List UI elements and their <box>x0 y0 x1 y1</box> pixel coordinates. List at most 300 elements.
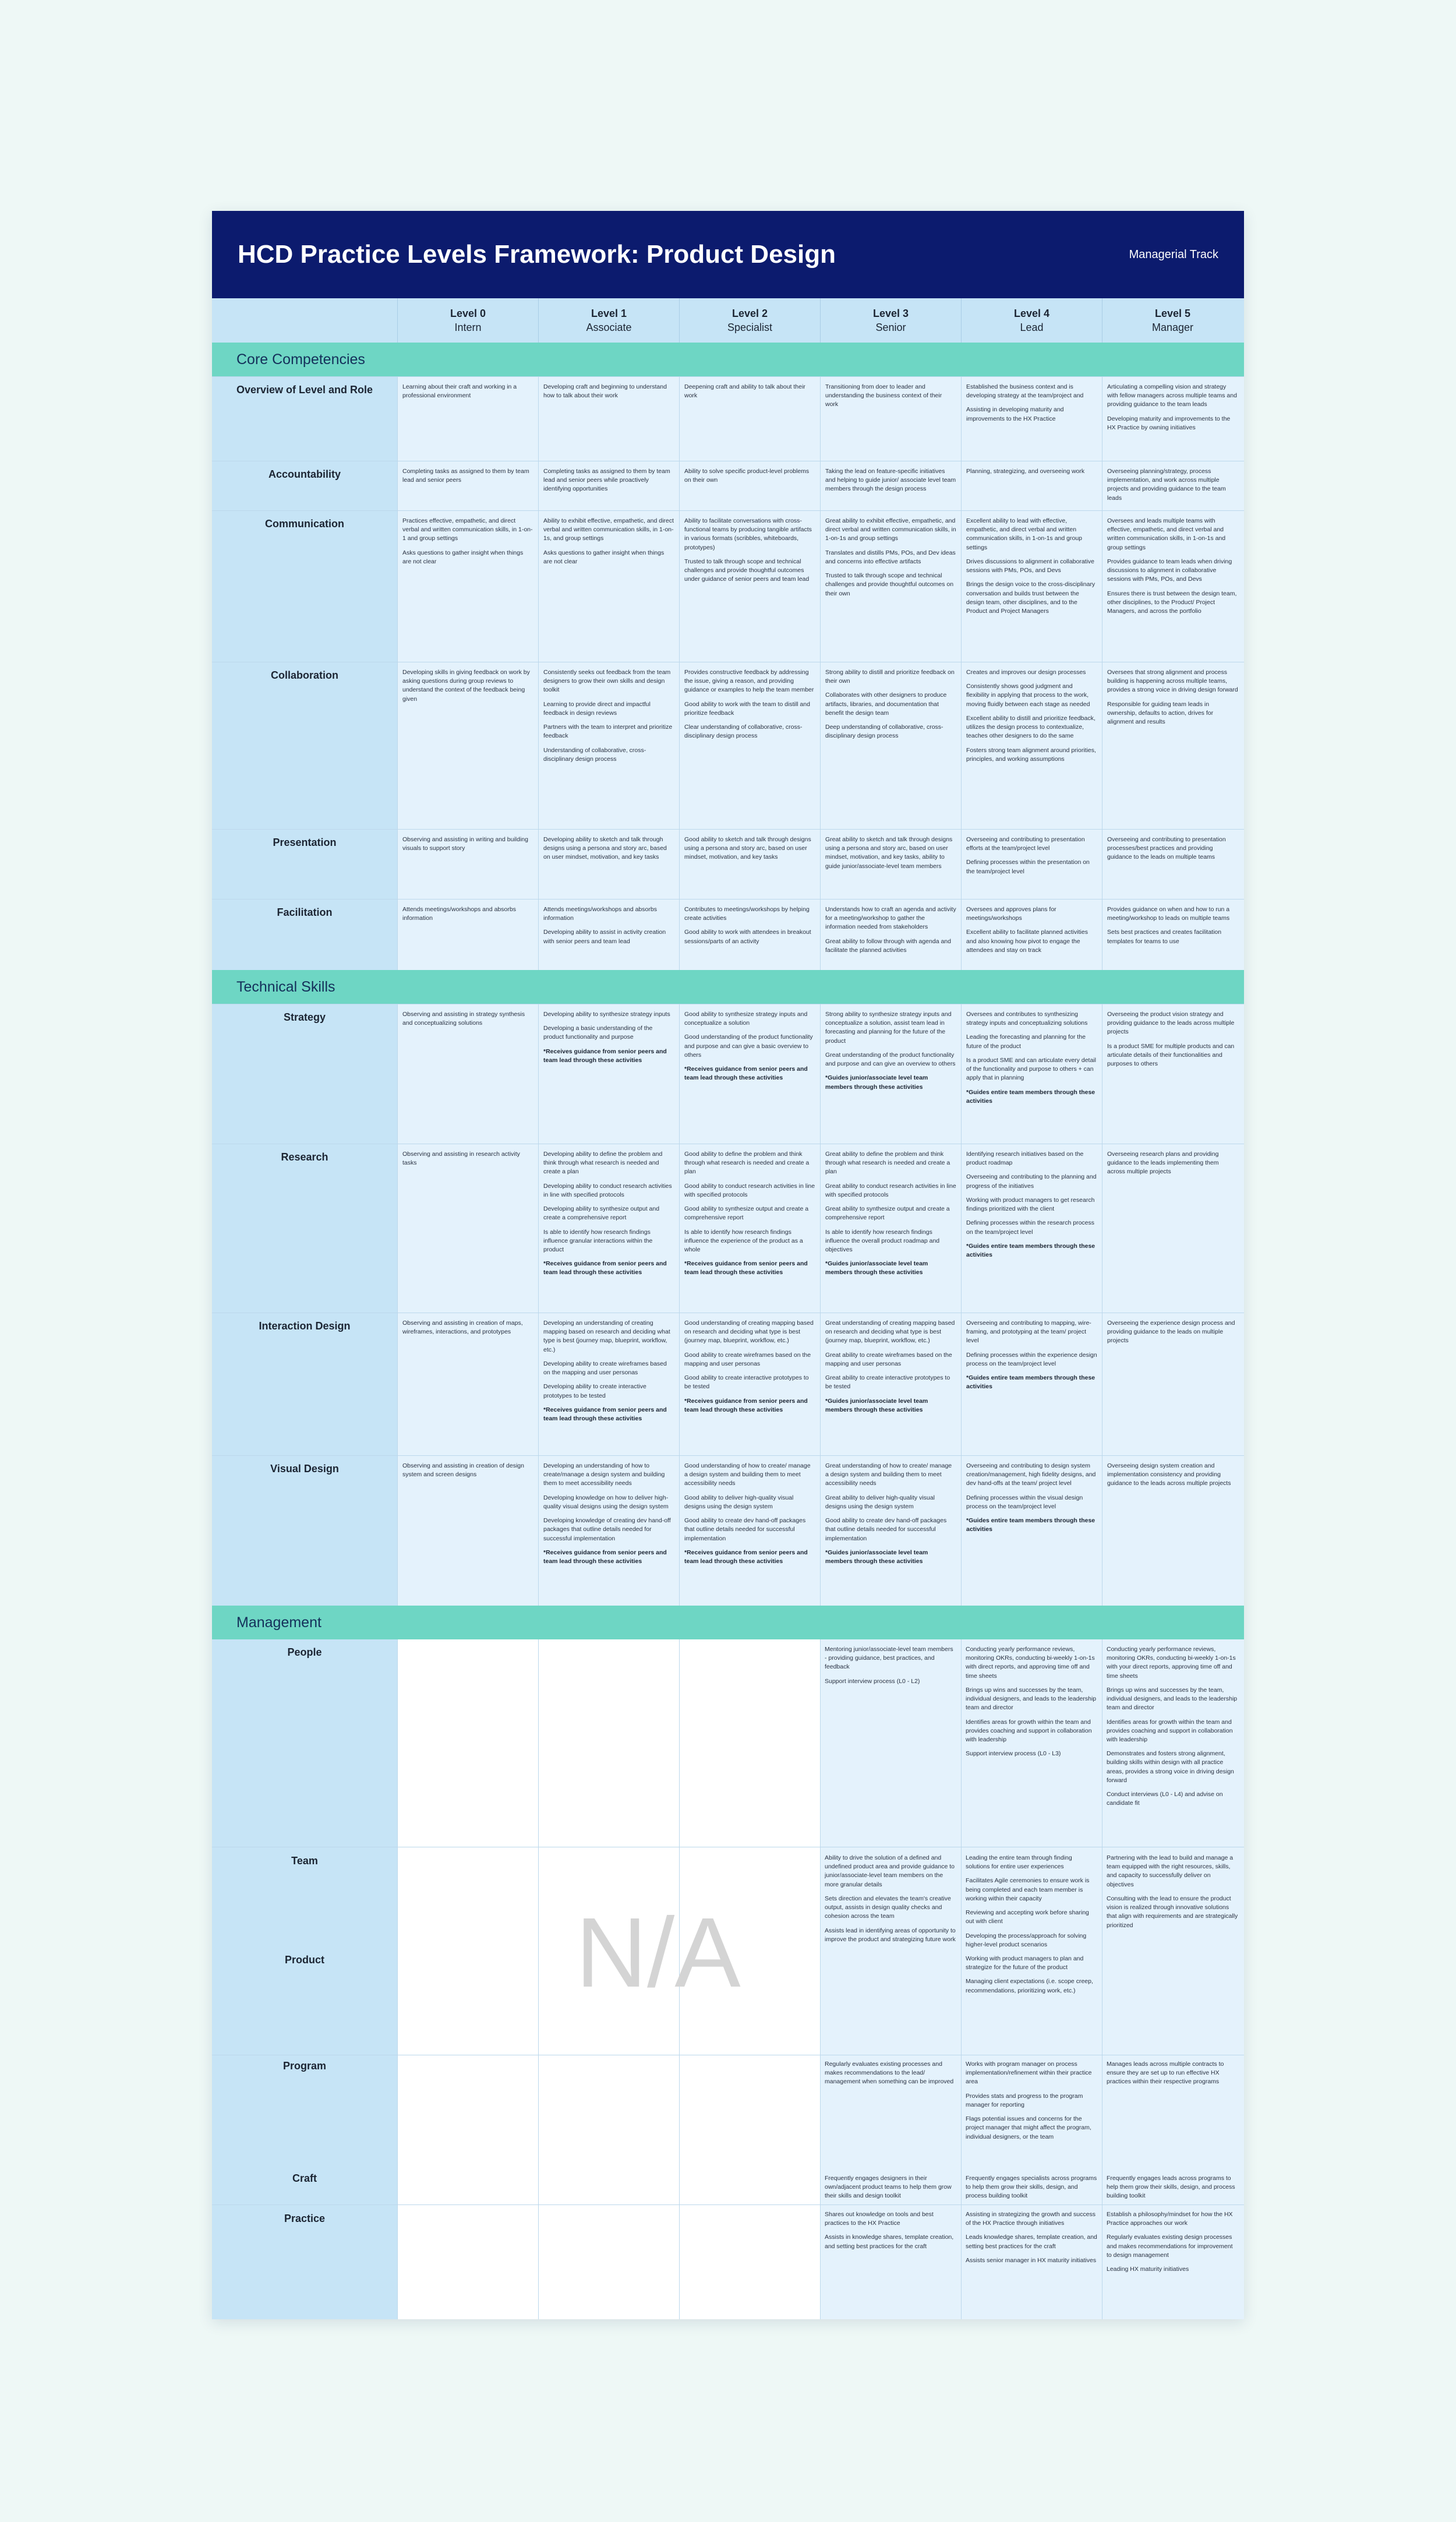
cell-text: Great ability to deliver high-quality visual designs using the design system <box>825 1494 936 1510</box>
cell-text: Good understanding of creating mapping based on research and deciding what type is best (journey map, blueprint, workflow, etc.) <box>684 1320 815 1345</box>
level-header-row <box>212 298 1244 343</box>
competency-label: Facilitation <box>212 900 397 970</box>
level-cell-5 <box>1102 511 1243 662</box>
level-cell-2 <box>679 900 820 970</box>
level-cell-2 <box>679 830 820 899</box>
cell-text: Developing an understanding of creating mapping based on research and deciding what type is best (journey map, blueprint, workflow, etc.) <box>543 1320 672 1353</box>
level-cell-3 <box>820 1456 961 1606</box>
cell-text: Assists in knowledge shares, template creation, and setting best practices for the craft <box>825 2234 954 2250</box>
cell-text: *Receives guidance from senior peers and team lead through these activities <box>684 1066 810 1082</box>
cell-text: *Receives guidance from senior peers and team lead through these activities <box>543 1406 669 1422</box>
cell-text: Manages leads across multiple contracts to ensure they are set up to run effective HX practices within their respective programs <box>1107 2061 1224 2086</box>
cell-text: Is a product SME and can articulate every detail of the functionality and purpose to others + can apply that in planning <box>966 1056 1098 1082</box>
cell-text: Developing ability to conduct research activities in line with specified protocols <box>543 1182 674 1198</box>
cell-text: Assisting in strategizing the growth and success of the HX Practice through initiatives <box>966 2211 1095 2227</box>
cell-text: Developing a basic understanding of the product functionality and purpose <box>543 1025 655 1041</box>
level-number: Level 5 <box>1154 307 1191 319</box>
cell-text: Consistently shows good judgment and flexibility in applying that process to the work, moving fluidly between each stage as needed <box>966 683 1091 708</box>
level-header-1 <box>538 298 679 343</box>
cell-text: Support interview process (L0 - L2) <box>825 1677 920 1685</box>
page-title: HCD Practice Levels Framework: Product Design <box>238 240 836 269</box>
management-label-column <box>212 1639 397 2319</box>
cell-text: Clear understanding of collaborative, cross-disciplinary design process <box>684 724 803 740</box>
level-cell-2 <box>679 1313 820 1455</box>
cell-text: Is a product SME for multiple products and can articulate details of their functionalities and purposes to others <box>1107 1042 1236 1068</box>
cell-text: Great ability to create wireframes based on the mapping and user personas <box>825 1351 954 1367</box>
level-number: Level 0 <box>450 307 486 319</box>
cell-text: Consistently seeks out feedback from the team designers to grow their own skills and design toolkit <box>543 669 673 694</box>
level-cell-5 <box>1102 900 1243 970</box>
cell-text: Works with program manager on process implementation/refinement within their practice area <box>966 2061 1092 2086</box>
competency-label: Presentation <box>212 830 397 899</box>
cell-text: *Guides entire team members through these activities <box>966 1088 1097 1105</box>
management-cell-program-1 <box>966 2060 1097 2147</box>
competency-row-accountability <box>212 461 1244 510</box>
level-header-2 <box>679 298 820 343</box>
cell-text: Defining processes within the experience design process on the team/project level <box>966 1351 1099 1367</box>
cell-text: Developing ability to synthesize strategy inputs <box>543 1011 670 1018</box>
cell-text: Managing client expectations (i.e. scope creep, recommendations, prioritizing work, etc.) <box>966 1978 1093 1994</box>
management-cell-team-product-0 <box>825 1854 956 1949</box>
row-label-people: People <box>287 1646 322 1658</box>
level-cell-3 <box>820 1313 961 1455</box>
cell-text: Excellent ability to lead with effective, empathetic, and direct verbal and written communication skills, in 1-on-1s and group settings <box>966 517 1084 551</box>
cell-text: Observing and assisting in research activity tasks <box>402 1151 522 1167</box>
competency-label: Communication <box>212 511 397 662</box>
cell-text: Partnering with the lead to build and manage a team equipped with the right resources, skills, and capacity to successfully deliver on objectives <box>1107 1854 1234 1888</box>
cell-text: Great ability to synthesize output and create a comprehensive report <box>825 1205 952 1222</box>
cell-text: Established the business context and is developing strategy at the team/project and <box>966 383 1084 400</box>
level-cell-2 <box>679 511 820 662</box>
cell-text: Collaborates with other designers to produce artifacts, libraries, and documentation that benefit the design team <box>825 692 949 717</box>
level-header-3 <box>820 298 961 343</box>
track-label: Managerial Track <box>1129 248 1218 261</box>
level-cell-1 <box>538 1144 679 1313</box>
section-band-core-competencies: Core Competencies <box>212 343 1244 376</box>
competency-row-strategy <box>212 1004 1244 1144</box>
cell-text: Shares out knowledge on tools and best practices to the HX Practice <box>825 2211 934 2227</box>
management-cell-practice-2 <box>1107 2210 1238 2279</box>
cell-text: Brings up wins and successes by the team, individual designers, and leads to the leadership team and director <box>1107 1686 1238 1712</box>
cell-text: Overseeing research plans and providing guidance to the leads implementing them across multiple projects <box>1107 1151 1221 1176</box>
cell-text: Great understanding of creating mapping based on research and deciding what type is best (journey map, blueprint, workflow, etc.) <box>825 1320 957 1345</box>
level-cell-1 <box>538 511 679 662</box>
level-cell-1 <box>538 830 679 899</box>
cell-text: Overseeing the product vision strategy and providing guidance to the leads across multiple projects <box>1107 1011 1236 1036</box>
level-cell-1 <box>538 1313 679 1455</box>
cell-text: Conducting yearly performance reviews, monitoring OKRs, conducting bi-weekly 1-on-1s with your direct reports, approving time off and time sheets <box>1107 1646 1236 1680</box>
cell-text: Flags potential issues and concerns for the project manager that might affect the program, individual designers, or the team <box>966 2115 1091 2140</box>
cell-text: Learning to provide direct and impactful feedback in design reviews <box>543 700 652 717</box>
cell-text: Great ability to follow through with agenda and facilitate the planned activities <box>825 937 953 954</box>
cell-text: Working with product managers to get research findings prioritized with the client <box>966 1196 1097 1213</box>
level-cell-0 <box>397 1144 538 1313</box>
level-name: Intern <box>454 322 482 333</box>
cell-text: Good ability to work with attendees in breakout sessions/parts of an activity <box>684 929 813 945</box>
competency-label: Accountability <box>212 461 397 510</box>
cell-text: Conduct interviews (L0 - L4) and advise on candidate fit <box>1107 1791 1223 1807</box>
cell-text: Strong ability to distill and prioritize feedback on their own <box>825 669 956 685</box>
cell-text: Great ability to create interactive prototypes to be tested <box>825 1374 952 1391</box>
cell-text: Ability to solve specific product-level problems on their own <box>684 468 811 484</box>
cell-text: Conducting yearly performance reviews, monitoring OKRs, conducting bi-weekly 1-on-1s with direct reports, and approving time off and time sheets <box>966 1646 1095 1680</box>
cell-text: Ability to exhibit effective, empathetic, and direct verbal and written communication skills, in 1-on-1s, and group settings <box>543 517 676 542</box>
level-cell-4 <box>961 900 1102 970</box>
level-cell-2 <box>679 1144 820 1313</box>
row-label-practice: Practice <box>284 2213 326 2224</box>
cell-text: Provides constructive feedback by addressing the issue, giving a reason, and providing guidance or examples to help the team member <box>684 669 814 694</box>
cell-text: Is able to identify how research findings influence the experience of the product as a whole <box>684 1228 805 1253</box>
level-cell-0 <box>397 1313 538 1455</box>
header-banner <box>212 211 1244 298</box>
cell-text: *Receives guidance from senior peers and team lead through these activities <box>543 1260 669 1276</box>
cell-text: Overseeing and contributing to design system creation/management, high fidelity designs, and dev hand-offs at the team/ project level <box>966 1462 1098 1487</box>
level-cell-1 <box>538 1456 679 1606</box>
competency-row-overview-of-level-and-role <box>212 376 1244 461</box>
level-cell-5 <box>1102 1004 1243 1144</box>
cell-text: Great understanding of the product functionality and purpose and can give an overview to others <box>825 1051 956 1068</box>
cell-text: Sets best practices and creates facilitation templates for teams to use <box>1107 929 1224 945</box>
cell-text: Ability to facilitate conversations with cross-functional teams by producing tangible artifacts in various formats (scribbles, whiteboards, prototypes) <box>684 517 814 551</box>
cell-text: Frequently engages designers in their own/adjacent product teams to help them grow their skills and design toolkit <box>825 2175 952 2200</box>
level-header-0 <box>397 298 538 343</box>
cell-text: Great understanding of how to create/ manage a design system and building them to meet accessibility needs <box>825 1462 954 1487</box>
cell-text: Mentoring junior/associate-level team members - providing guidance, best practices, and feedback <box>825 1646 953 1671</box>
level-cell-4 <box>961 1144 1102 1313</box>
level-cell-2 <box>679 377 820 461</box>
cell-text: Good ability to conduct research activities in line with specified protocols <box>684 1182 817 1198</box>
cell-text: Developing the process/approach for solving higher-level product scenarios <box>966 1932 1087 1948</box>
cell-text: Provides stats and progress to the program manager for reporting <box>966 2092 1083 2108</box>
cell-text: *Receives guidance from senior peers and team lead through these activities <box>684 1260 810 1276</box>
cell-text: Good ability to deliver high-quality visual designs using the design system <box>684 1494 796 1510</box>
level-header-4 <box>961 298 1102 343</box>
cell-text: Responsible for guiding team leads in ownership, defaults to action, drives for alignment and results <box>1107 700 1215 726</box>
level-cell-2 <box>679 1456 820 1606</box>
cell-text: Overseeing planning/strategy, process implementation, and work across multiple projects and providing guidance to the team leads <box>1107 468 1228 502</box>
cell-text: Observing and assisting in strategy synthesis and conceptualizing solutions <box>402 1011 527 1027</box>
competency-label: Strategy <box>212 1004 397 1144</box>
cell-text: Identifying research initiatives based on the product roadmap <box>966 1151 1086 1167</box>
level-cell-1 <box>538 461 679 510</box>
cell-text: Establish a philosophy/mindset for how the HX Practice approaches our work <box>1107 2211 1233 2227</box>
level-cell-3 <box>820 377 961 461</box>
cell-text: Developing skills in giving feedback on work by asking questions during group reviews to understand the context of the feedback being given <box>402 669 532 703</box>
cell-text: Ensures there is trust between the design team, other disciplines, to the Product/ Project Managers, and across the portfolio <box>1107 590 1239 615</box>
cell-text: Good ability to synthesize output and create a comprehensive report <box>684 1205 810 1222</box>
level-cell-5 <box>1102 461 1243 510</box>
level-cell-5 <box>1102 1144 1243 1313</box>
level-header-5 <box>1102 298 1243 343</box>
management-cell-people-0 <box>825 1645 956 1691</box>
cell-text: Completing tasks as assigned to them by team lead and senior peers <box>402 468 531 484</box>
cell-text: Learning about their craft and working in a professional environment <box>402 383 519 400</box>
cell-text: *Guides junior/associate level team members through these activities <box>825 1260 930 1276</box>
cell-text: Observing and assisting in writing and building visuals to support story <box>402 836 530 852</box>
cell-text: Overseeing the experience design process and providing guidance to the leads on multiple projects <box>1107 1320 1237 1345</box>
competency-label: Research <box>212 1144 397 1313</box>
cell-text: Developing ability to sketch and talk through designs using a persona and story arc, based on user mindset, motivation, and key tasks <box>543 836 669 861</box>
cell-text: Taking the lead on feature-specific initiatives and helping to guide junior/ associate level team members through the design process <box>825 468 958 493</box>
level-name: Manager <box>1151 322 1194 333</box>
cell-text: Good ability to create wireframes based on the mapping and user personas <box>684 1351 813 1367</box>
cell-text: Sets direction and elevates the team's creative output, assists in design quality checks and cohesion across the team <box>825 1895 951 1920</box>
cell-text: Developing ability to create wireframes based on the mapping and user personas <box>543 1360 669 1377</box>
cell-text: Translates and distills PMs, POs, and Dev ideas and concerns into effective artifacts <box>825 549 957 565</box>
cell-text: Leading the entire team through finding solutions for entire user experiences <box>966 1854 1072 1871</box>
cell-text: *Receives guidance from senior peers and team lead through these activities <box>543 1047 669 1064</box>
management-cell-people-1 <box>966 1645 1097 1763</box>
level-cell-0 <box>397 1004 538 1144</box>
level-number: Level 4 <box>1013 307 1050 319</box>
cell-text: Attends meetings/workshops and absorbs information <box>402 906 518 922</box>
cell-text: Good ability to create dev hand-off packages that outline details needed for successful implementation <box>684 1517 808 1542</box>
cell-text: Trusted to talk through scope and technical challenges and provide thoughtful outcomes on their own <box>825 572 955 597</box>
cell-text: Asks questions to gather insight when things are not clear <box>543 549 666 565</box>
competency-label: Collaboration <box>212 662 397 829</box>
management-cell-team-product-1 <box>966 1854 1097 2001</box>
cell-text: Good ability to work with the team to distill and prioritize feedback <box>684 700 812 717</box>
cell-text: Practices effective, empathetic, and direct verbal and written communication skills, in 1-on-1 and group settings <box>402 517 533 542</box>
level-cell-0 <box>397 377 538 461</box>
row-label-craft: Craft <box>292 2172 317 2184</box>
row-label-team: Team <box>291 1855 318 1867</box>
level-cell-5 <box>1102 1456 1243 1606</box>
cell-text: *Receives guidance from senior peers and team lead through these activities <box>684 1549 810 1565</box>
level-cell-3 <box>820 662 961 829</box>
cell-text: Overseeing and contributing to presentation efforts at the team/project level <box>966 836 1087 852</box>
cell-text: Developing ability to synthesize output and create a comprehensive report <box>543 1205 661 1222</box>
level-cell-4 <box>961 1313 1102 1455</box>
cell-text: Overseeing and contributing to presentation processes/best practices and providing guidance to the leads on multiple teams <box>1107 836 1228 861</box>
cell-text: Developing an understanding of how to create/manage a design system and building them to meet accessibility needs <box>543 1462 667 1487</box>
cell-text: Drives discussions to alignment in collaborative sessions with PMs, POs, and Devs <box>966 558 1096 574</box>
cell-text: Oversees and leads multiple teams with effective, empathetic, and direct verbal and written communication skills, in 1-on-1s and group settings <box>1107 517 1228 551</box>
cell-text: Good understanding of the product functionality and purpose and can give a basic overview to others <box>684 1034 815 1059</box>
level-name: Senior <box>875 322 906 333</box>
cell-text: Reviewing and accepting work before sharing out with client <box>966 1909 1089 1925</box>
level-cell-4 <box>961 511 1102 662</box>
cell-text: *Receives guidance from senior peers and team lead through these activities <box>684 1397 810 1413</box>
cell-text: Demonstrates and fosters strong alignment, building skills within design with all practice areas, provides a strong voice in driving design forward <box>1107 1750 1234 1784</box>
cell-text: Transitioning from doer to leader and understanding the business context of their work <box>825 383 944 408</box>
cell-text: Developing knowledge of creating dev hand-off packages that outline details needed for successful implementation <box>543 1517 673 1542</box>
cell-text: Ability to drive the solution of a defined and undefined product area and provide guidance to junior/associate-level team members on the more granular details <box>825 1854 955 1888</box>
cell-text: Frequently engages specialists across programs to help them grow their skills, design, and process building toolkit <box>966 2175 1097 2200</box>
cell-text: Regularly evaluates existing processes and makes recommendations to the lead/ management when something can be improved <box>825 2061 954 2086</box>
cell-text: Strong ability to synthesize strategy inputs and conceptualize a solution, assist team lead in forecasting and planning for the future of the product <box>825 1011 953 1045</box>
cell-text: Understands how to craft an agenda and activity for a meeting/workshop to gather the information needed from stakeholders <box>825 906 958 931</box>
cell-text: Developing ability to define the problem and think through what research is needed and create a plan <box>543 1151 665 1176</box>
competency-row-communication <box>212 510 1244 662</box>
cell-text: Planning, strategizing, and overseeing work <box>966 468 1085 475</box>
cell-text: Great ability to exhibit effective, empathetic, and direct verbal and written communication skills, in 1-on-1s and group settings <box>825 517 958 542</box>
cell-text: Developing ability to create interactive prototypes to be tested <box>543 1383 648 1399</box>
level-cell-2 <box>679 1004 820 1144</box>
level-cell-4 <box>961 1456 1102 1606</box>
cell-text: Support interview process (L0 - L3) <box>966 1750 1061 1758</box>
framework-table <box>212 211 1244 2319</box>
cell-text: Oversees and approves plans for meetings/workshops <box>966 906 1058 922</box>
cell-text: Good ability to synthesize strategy inputs and conceptualize a solution <box>684 1011 810 1027</box>
competency-row-collaboration <box>212 662 1244 829</box>
cell-text: Working with product managers to plan and strategize for the future of the product <box>966 1955 1084 1971</box>
competency-row-facilitation <box>212 899 1244 970</box>
sections-container <box>212 343 1244 1606</box>
cell-text: Defining processes within the research process on the team/project level <box>966 1219 1096 1236</box>
cell-text: Attends meetings/workshops and absorbs information <box>543 906 659 922</box>
na-placeholder: N/A <box>575 1897 741 2008</box>
cell-text: Identifies areas for growth within the team and provides coaching and support in collaboration with leadership <box>966 1718 1092 1743</box>
cell-text: *Guides junior/associate level team members through these activities <box>825 1397 930 1413</box>
level-cell-0 <box>397 1456 538 1606</box>
level-cell-3 <box>820 830 961 899</box>
cell-text: Good ability to create interactive prototypes to be tested <box>684 1374 811 1391</box>
cell-text: *Guides entire team members through these activities <box>966 1374 1097 1391</box>
cell-text: Deep understanding of collaborative, cross-disciplinary design process <box>825 724 943 740</box>
level-cell-1 <box>538 377 679 461</box>
cell-text: *Guides junior/associate level team members through these activities <box>825 1074 930 1091</box>
cell-text: *Guides junior/associate level team members through these activities <box>825 1549 930 1565</box>
cell-text: Developing ability to assist in activity creation with senior peers and team lead <box>543 929 668 945</box>
cell-text: Facilitates Agile ceremonies to ensure work is being completed and each team member is working within their capacity <box>966 1877 1090 1902</box>
level-cell-3 <box>820 511 961 662</box>
cell-text: Provides guidance on when and how to run a meeting/workshop to leads on multiple teams <box>1107 906 1232 922</box>
cell-text: Leading the forecasting and planning for the future of the product <box>966 1034 1087 1050</box>
cell-text: *Guides entire team members through these activities <box>966 1242 1097 1258</box>
cell-text: Leads knowledge shares, template creation, and setting best practices for the craft <box>966 2234 1097 2250</box>
level-cell-0 <box>397 511 538 662</box>
cell-text: Good ability to sketch and talk through designs using a persona and story arc, based on user mindset, motivation, and key tasks <box>684 836 813 861</box>
cell-text: Brings the design voice to the cross-disciplinary conversation and builds trust between the design team, other disciplines, and to the Product and Project Managers <box>966 581 1097 615</box>
cell-text: Developing knowledge on how to deliver high-quality visual designs using the design system <box>543 1494 669 1510</box>
cell-text: Good understanding of how to create/ manage a design system and building them to meet accessibility needs <box>684 1462 812 1487</box>
level-cell-2 <box>679 662 820 829</box>
row-label-program: Program <box>282 2060 327 2072</box>
cell-text: Assists lead in identifying areas of opportunity to improve the product and strategizing future work <box>825 1927 956 1943</box>
management-cell-program-0 <box>825 2060 956 2092</box>
cell-text: Developing maturity and improvements to the HX Practice by owning initiatives <box>1107 415 1232 431</box>
competency-label: Visual Design <box>212 1456 397 1606</box>
cell-text: Consulting with the lead to ensure the product vision is realized through innovative solutions that align with requirements and are strategically prioritized <box>1107 1895 1238 1929</box>
level-cell-3 <box>820 900 961 970</box>
level-cell-5 <box>1102 1313 1243 1455</box>
cell-text: Contributes to meetings/workshops by helping create activities <box>684 906 811 922</box>
cell-text: Good ability to create dev hand-off packages that outline details needed for successful implementation <box>825 1517 949 1542</box>
cell-text: Oversees and contributes to synthesizing strategy inputs and conceptualizing solutions <box>966 1011 1088 1027</box>
cell-text: Articulating a compelling vision and strategy with fellow managers across multiple teams and providing guidance to the team leads <box>1107 383 1239 408</box>
level-cell-0 <box>397 830 538 899</box>
management-cell-practice-0 <box>825 2210 956 2256</box>
level-header-blank <box>212 298 397 343</box>
level-cell-1 <box>538 662 679 829</box>
cell-text: Frequently engages leads across programs to help them grow their skills, design, and process building toolkit <box>1107 2175 1235 2200</box>
level-number: Level 2 <box>731 307 768 319</box>
cell-text: Overseeing and contributing to the planning and progress of the initiatives <box>966 1173 1098 1190</box>
section-band-technical-skills: Technical Skills <box>212 970 1244 1004</box>
management-cell-team-product-2 <box>1107 1854 1238 1935</box>
cell-text: Defining processes within the visual design process on the team/project level <box>966 1494 1085 1510</box>
cell-text: Great ability to define the problem and think through what research is needed and create a plan <box>825 1151 952 1176</box>
cell-text: Good ability to define the problem and think through what research is needed and create a plan <box>684 1151 811 1176</box>
cell-text: Is able to identify how research findings influence the overall product roadmap and objectives <box>825 1228 942 1253</box>
cell-text: *Guides entire team members through these activities <box>966 1517 1097 1533</box>
management-cell-craft-1 <box>966 2174 1097 2206</box>
cell-text: Fosters strong team alignment around priorities, principles, and working assumptions <box>966 746 1098 763</box>
cell-text: Creates and improves our design processes <box>966 669 1086 676</box>
level-cell-4 <box>961 662 1102 829</box>
level-cell-4 <box>961 830 1102 899</box>
cell-text: Assists senior manager in HX maturity initiatives <box>966 2256 1097 2264</box>
level-cell-5 <box>1102 377 1243 461</box>
level-cell-1 <box>538 1004 679 1144</box>
cell-text: Excellent ability to facilitate planned activities and also knowing how pivot to engage the attendees and stay on track <box>966 929 1090 954</box>
management-cell-practice-1 <box>966 2210 1097 2270</box>
level-cell-0 <box>397 662 538 829</box>
level-cell-3 <box>820 461 961 510</box>
management-cell-program-2 <box>1107 2060 1238 2092</box>
cell-text: Excellent ability to distill and prioritize feedback, utilizes the design process to contextualize, teaches other designers to do the same <box>966 714 1097 740</box>
cell-text: Oversees that strong alignment and process building is happening across multiple teams, provides a strong voice in driving design forward <box>1107 669 1238 694</box>
cell-text: Understanding of collaborative, cross-disciplinary design process <box>543 746 646 763</box>
cell-text: Identifies areas for growth within the team and provides coaching and support in collaboration with leadership <box>1107 1718 1233 1743</box>
level-cell-3 <box>820 1144 961 1313</box>
competency-row-interaction-design <box>212 1313 1244 1455</box>
cell-text: Brings up wins and successes by the team, individual designers, and leads to the leadership team and director <box>966 1686 1097 1712</box>
level-cell-1 <box>538 900 679 970</box>
competency-row-visual-design <box>212 1455 1244 1606</box>
competency-label: Interaction Design <box>212 1313 397 1455</box>
level-name: Specialist <box>727 322 773 333</box>
management-cell-craft-2 <box>1107 2174 1238 2206</box>
level-number: Level 1 <box>591 307 627 319</box>
level-name: Associate <box>586 322 632 333</box>
cell-text: Overseeing and contributing to mapping, wire-framing, and prototyping at the team/ project level <box>966 1320 1091 1345</box>
level-cell-5 <box>1102 662 1243 829</box>
cell-text: Completing tasks as assigned to them by team lead and senior peers while proactively identifying opportunities <box>543 468 672 493</box>
level-name: Lead <box>1020 322 1044 333</box>
management-cell-craft-0 <box>825 2174 956 2206</box>
cell-text: Observing and assisting in creation of design system and screen designs <box>402 1462 526 1479</box>
level-number: Level 3 <box>872 307 909 319</box>
cell-text: Developing craft and beginning to understand how to talk about their work <box>543 383 669 400</box>
competency-label: Overview of Level and Role <box>212 377 397 461</box>
cell-text: Leading HX maturity initiatives <box>1107 2266 1189 2273</box>
level-cell-4 <box>961 377 1102 461</box>
cell-text: Asks questions to gather insight when things are not clear <box>402 549 525 565</box>
competency-row-research <box>212 1144 1244 1313</box>
management-cell-people-2 <box>1107 1645 1238 1814</box>
level-cell-5 <box>1102 830 1243 899</box>
level-cell-0 <box>397 461 538 510</box>
cell-text: Trusted to talk through scope and technical challenges and provide thoughtful outcomes under guidance of senior peers and team lead <box>684 558 810 583</box>
management-section <box>212 1639 1244 2319</box>
cell-text: Is able to identify how research findings influence granular interactions within the product <box>543 1228 655 1253</box>
section-band-management: Management <box>212 1606 1244 1639</box>
cell-text: Regularly evaluates existing design processes and makes recommendations for improvement to design management <box>1107 2234 1233 2259</box>
cell-text: Great ability to conduct research activities in line with specified protocols <box>825 1182 958 1198</box>
level-cell-4 <box>961 1004 1102 1144</box>
cell-text: Observing and assisting in creation of maps, wireframes, interactions, and prototypes <box>402 1320 525 1336</box>
level-cell-0 <box>397 900 538 970</box>
level-cell-2 <box>679 461 820 510</box>
level-cell-4 <box>961 461 1102 510</box>
level-cell-3 <box>820 1004 961 1144</box>
row-label-product: Product <box>284 1954 324 1966</box>
competency-row-presentation <box>212 829 1244 899</box>
cell-text: Great ability to sketch and talk through designs using a persona and story arc, based on user mindset, motivation, and key tasks, ability to guide junior/associate-level team members <box>825 836 955 870</box>
cell-text: Deepening craft and ability to talk about their work <box>684 383 807 400</box>
